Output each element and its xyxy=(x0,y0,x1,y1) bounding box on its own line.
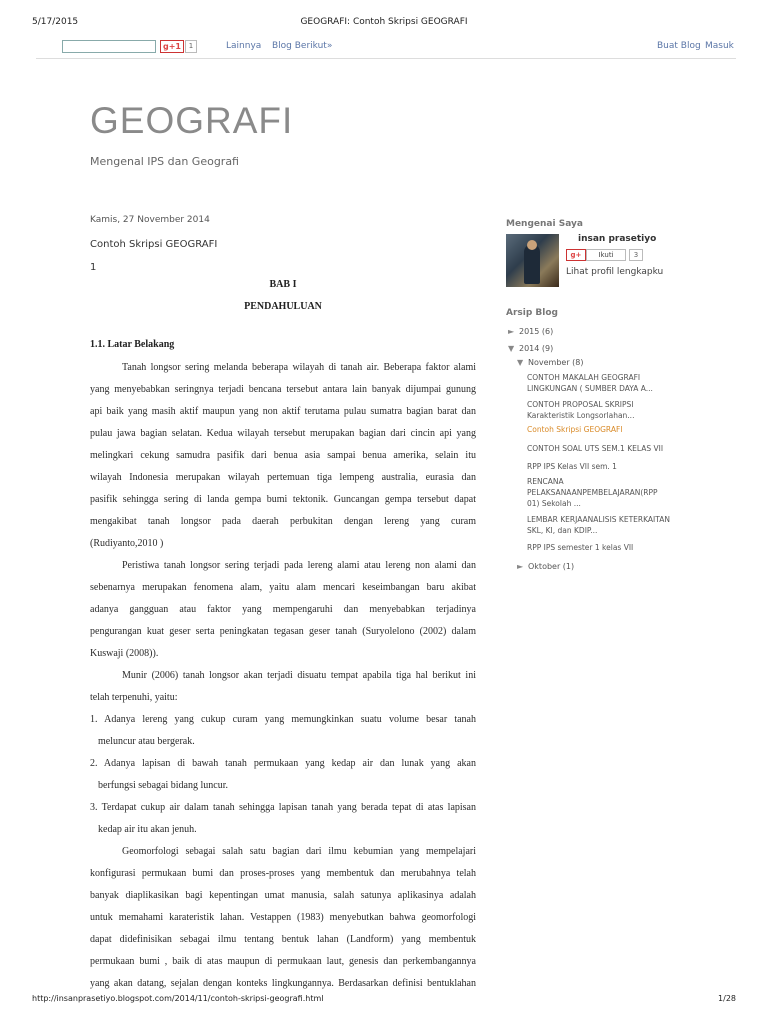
archive-month-november[interactable]: ▼ November (8) xyxy=(517,358,584,367)
paragraph-line: 1. Adanya lereng yang cukup curam yang memungkinkan suatu volume besar tanah xyxy=(90,714,476,725)
gplus-button[interactable]: g+1 xyxy=(160,40,184,53)
avatar-figure xyxy=(524,244,540,284)
post-number: 1 xyxy=(90,262,97,273)
print-page-number: 1/28 xyxy=(718,994,736,1003)
print-url: http://insanprasetiyo.blogspot.com/2014/11/contoh-skripsi-geografi.html xyxy=(32,994,324,1003)
paragraph-line: pasifik sehingga sering di landa gempa bumi tektonik. Guncangan gempa tersebut dapat xyxy=(90,494,476,505)
follow-button[interactable]: Ikuti xyxy=(586,249,626,261)
paragraph-line: sebenarnya merupakan fenomena alam, yaitu alam mencari keseimbangan baru akibat xyxy=(90,582,476,593)
archive-post-link[interactable]: CONTOH SOAL UTS SEM.1 KELAS VII xyxy=(527,444,664,453)
profile-link[interactable]: Lihat profil lengkapku xyxy=(566,267,664,277)
blog-title[interactable]: GEOGRAFI xyxy=(90,100,294,141)
post-date: Kamis, 27 November 2014 xyxy=(90,215,210,225)
profile-name[interactable]: insan prasetiyo xyxy=(578,234,657,244)
paragraph-line: melingkari cekung samudra pasifik dari benua asia sampai benua amerika, selain itu xyxy=(90,450,476,461)
archive-post-link[interactable]: RENCANA PELAKSANAANPEMBELAJARAN(RPP 01) Sekolah ... xyxy=(527,477,658,508)
paragraph-line: mengakibat tanah longsor pada daerah perbukitan dengan lereng yang curam xyxy=(90,516,476,527)
archive-post-link[interactable]: RPP IPS Kelas VII sem. 1 xyxy=(527,462,617,471)
paragraph-line: wilayah Indonesia merupakan wilayah pertemuan tiga lempeng australia, eurasia dan xyxy=(90,472,476,483)
paragraph-line: untuk memahami karateristik lahan. Vestappen (1983) menyebutkan bahwa geomorfologi xyxy=(90,912,476,923)
paragraph-line: Tanah longsor sering melanda beberapa wilayah di tanah air. Beberapa faktor alami xyxy=(122,362,476,373)
archive-year-2015[interactable]: ► 2015 (6) xyxy=(508,327,554,336)
print-date: 5/17/2015 xyxy=(32,17,79,27)
paragraph-line: 2. Adanya lapisan di bawah tanah permukaan yang kedap air dan lunak yang akan xyxy=(90,758,476,769)
archive-month-oktober[interactable]: ► Oktober (1) xyxy=(517,562,575,571)
archive-year-2014[interactable]: ▼ 2014 (9) xyxy=(508,344,554,353)
triangle-right-icon[interactable]: ► xyxy=(517,562,524,571)
triangle-down-icon[interactable]: ▼ xyxy=(517,358,524,367)
paragraph-line: api baik yang masih aktif maupun yang non aktif terutama pulau sumatra bagian barat dan xyxy=(90,406,476,417)
chapter-title: PENDAHULUAN xyxy=(244,301,322,312)
archive-heading: Arsip Blog xyxy=(506,308,558,318)
print-title: GEOGRAFI: Contoh Skripsi GEOGRAFI xyxy=(300,17,468,27)
paragraph-line: yang akan datang, sejalan dengan konteks lingkungannya. Berdasarkan definisi bentuklahan xyxy=(90,978,476,989)
paragraph-line: meluncur atau bergerak. xyxy=(98,736,195,747)
paragraph-line: permukaan bumi , baik di atas maupun di permukaan laut, genesis dan perkembangannya xyxy=(90,956,476,967)
follow-count: 3 xyxy=(629,249,643,261)
blog-description: Mengenal IPS dan Geografi xyxy=(90,155,239,168)
paragraph-line: telah terpenuhi, yaitu: xyxy=(90,692,178,703)
print-header xyxy=(0,0,768,34)
search-input[interactable] xyxy=(62,40,156,53)
paragraph-line: pulau jawa bagian selatan. Kedua wilayah tersebut merupakan bagian dari cincin api yang xyxy=(90,428,476,439)
paragraph-line: Geomorfologi sebagai salah satu bagian dari ilmu kebumian yang mempelajari xyxy=(122,846,476,857)
paragraph-line: kedap air itu akan jenuh. xyxy=(98,824,197,835)
avatar[interactable] xyxy=(506,234,559,287)
paragraph-line: Kuswaji (2008)). xyxy=(90,648,159,659)
paragraph-line: konfigurasi permukaan bumi dan proses-proses yang membentuk dan merubahnya telah xyxy=(90,868,476,879)
paragraph-line: 3. Terdapat cukup air dalam tanah sehingga lapisan tanah yang berada tepat di atas lapisan xyxy=(90,802,476,813)
next-blog-link[interactable]: Blog Berikut» xyxy=(272,41,333,51)
archive-post-link[interactable]: RPP IPS semester 1 kelas VII xyxy=(527,543,634,552)
triangle-right-icon[interactable]: ► xyxy=(508,327,515,336)
paragraph-line: Peristiwa tanah longsor sering terjadi pada lereng alami atau lereng non alami dan xyxy=(122,560,476,571)
blogger-navbar xyxy=(36,36,736,59)
about-heading: Mengenai Saya xyxy=(506,219,583,229)
paragraph-line: Munir (2006) tanah longsor akan terjadi disuatu tempat apabila tiga hal berikut ini xyxy=(122,670,476,681)
triangle-down-icon[interactable]: ▼ xyxy=(508,344,515,353)
archive-post-link[interactable]: LEMBAR KERJAANALISIS KETERKAITAN SKL, KI, dan KDIP... xyxy=(527,515,670,535)
paragraph-line: berfungsi sebagai bidang luncur. xyxy=(98,780,228,791)
post-title[interactable]: Contoh Skripsi GEOGRAFI xyxy=(90,239,218,250)
paragraph-line: (Rudiyanto,2010 ) xyxy=(90,538,164,549)
paragraph-line: yang menyebabkan seringnya terjadi bencana tersebut antara lain banyak dijumpai gunung xyxy=(90,384,476,395)
archive-post-link[interactable]: CONTOH PROPOSAL SKRIPSI Karakteristik Longsorlahan... xyxy=(527,400,635,420)
more-link[interactable]: Lainnya xyxy=(226,41,262,51)
avatar-face xyxy=(527,240,537,250)
paragraph-line: pengurangan kuat geser serta peningkatan tegasan geser tanah (Suryolelono (2002) dalam xyxy=(90,626,476,637)
gplus-follow-icon[interactable]: g+ xyxy=(566,249,586,261)
section-heading: 1.1. Latar Belakang xyxy=(90,339,175,350)
chapter-heading: BAB I xyxy=(269,279,297,290)
archive-post-link-active[interactable]: Contoh Skripsi GEOGRAFI xyxy=(527,425,623,434)
paragraph-line: dapat didefinisikan sebagai ilmu tentang bentuk lahan (Landform) yang membentuk xyxy=(90,934,476,945)
paragraph-line: adanya gangguan atau faktor yang mempengaruhi dan menyebabkan terjadinya xyxy=(90,604,476,615)
archive-post-link[interactable]: CONTOH MAKALAH GEOGRAFI LINGKUNGAN ( SUMBER DAYA A... xyxy=(527,373,653,393)
create-blog-link[interactable]: Buat Blog xyxy=(657,41,701,51)
gplus-count: 1 xyxy=(185,40,197,53)
login-link[interactable]: Masuk xyxy=(705,41,734,51)
paragraph-line: banyak diaplikasikan bagi kepentingan umat manusia, salah satunya aplikasinya adalah xyxy=(90,890,476,901)
